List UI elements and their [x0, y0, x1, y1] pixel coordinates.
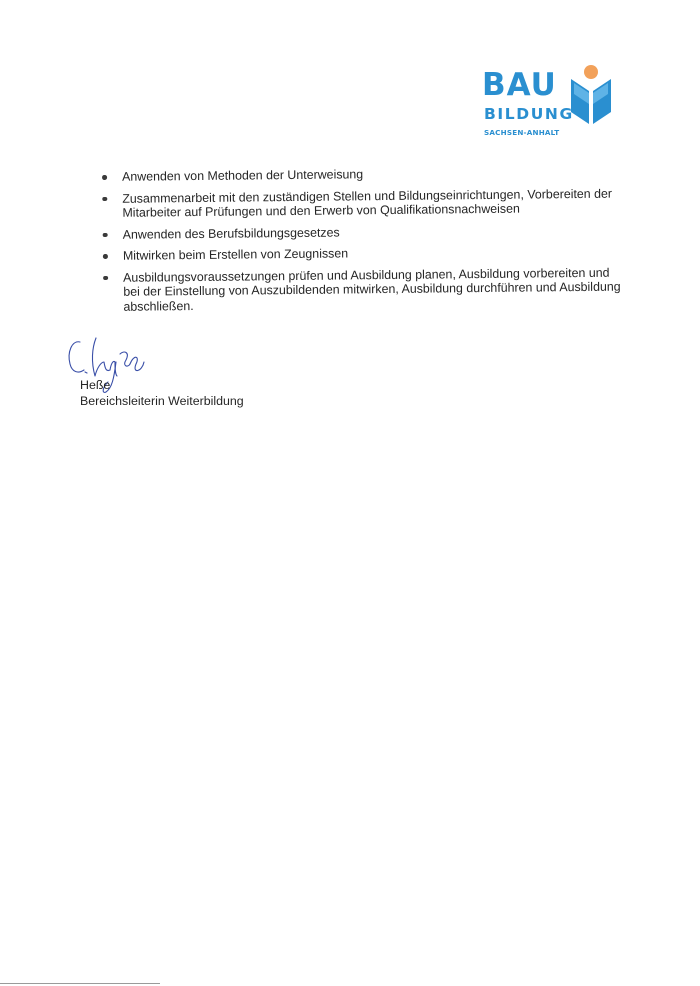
- list-item: [101, 244, 621, 264]
- logo-word-bildung: BILDUNG: [484, 105, 574, 123]
- bullet-text: Anwenden von Methoden der Unterweisung: [121, 167, 364, 184]
- logo-word-bau: BAU: [482, 67, 557, 103]
- qualification-bullet-list: [100, 165, 622, 321]
- logo-word-region: SACHSEN-ANHALT: [484, 128, 560, 137]
- book-person-icon: [568, 64, 614, 128]
- bullet-dot: [102, 196, 107, 201]
- list-item: [101, 265, 621, 314]
- bullet-text: Zusammenarbeit mit den zuständigen Stellen und Bildungseinrichtungen, Vorbereiten der Mitarbeiter auf Prüfungen und den Erwerb von Qualifikationsnachweisen: [122, 186, 613, 220]
- list-item: [100, 165, 620, 185]
- bullet-dot: [103, 275, 108, 280]
- handwritten-signature: [64, 332, 164, 394]
- bullet-dot: [103, 254, 108, 259]
- bullet-text: Ausbildungsvoraussetzungen prüfen und Ausbildung planen, Ausbildung vorbereiten und bei der Einstellung von Auszubildenden mitwirken, Ausbildung durchführen und Ausbildung abschließen.: [123, 265, 621, 314]
- signer-name: Heße: [80, 378, 111, 392]
- bottom-divider: [0, 983, 160, 984]
- bau-bildung-logo: [482, 64, 617, 144]
- bullet-dot: [103, 232, 108, 237]
- signer-title: Bereichsleiterin Weiterbildung: [80, 394, 244, 408]
- bullet-text: Mitwirken beim Erstellen von Zeugnissen: [122, 246, 349, 263]
- list-item: [100, 186, 620, 220]
- list-item: [101, 222, 621, 242]
- bullet-text: Anwenden des Berufsbildungsgesetzes: [122, 224, 340, 242]
- bullet-dot: [102, 175, 107, 180]
